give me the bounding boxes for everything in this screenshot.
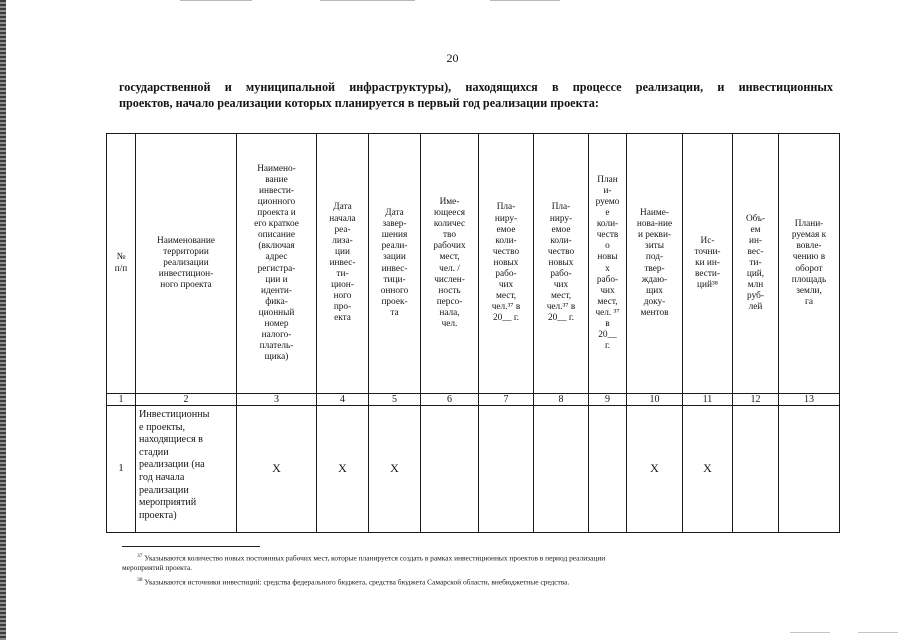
table-row: [107, 406, 840, 533]
mark-cell: X: [369, 406, 421, 533]
scan-edge: [0, 0, 6, 640]
intro-paragraph: [119, 79, 833, 111]
empty-cell: [589, 406, 627, 533]
header-cell: Дата начала реа- лиза- ции инвес- ти- цион- ного про- екта: [317, 134, 369, 394]
column-number-cell: 9: [589, 394, 627, 406]
empty-cell: [421, 406, 479, 533]
mark-cell: X: [237, 406, 317, 533]
footnote-37-mark: 37: [137, 553, 143, 559]
territory-cell: Инвестиционны е проекты, находящиеся в стадии реализации (на год начала реализации мероприятий проекта): [136, 406, 237, 533]
column-number-row: [107, 394, 840, 406]
footnote-37: [122, 551, 834, 573]
column-number-cell: 12: [733, 394, 779, 406]
scan-mark: [180, 0, 252, 1]
header-cell: Наимено- вание инвести- ционного проекта и его краткое описание (включая адрес регистра- ции и иденти- фика- ционный номер налого- платель- щика): [237, 134, 317, 394]
mark-cell: X: [683, 406, 733, 533]
header-cell: План и- руемо е коли- честв о новы х рабо- чих мест, чел. ³⁷ в 20__ г.: [589, 134, 627, 394]
column-number-cell: 6: [421, 394, 479, 406]
column-number-cell: 13: [779, 394, 840, 406]
column-number-cell: 1: [107, 394, 136, 406]
scan-mark: [320, 0, 415, 1]
empty-cell: [534, 406, 589, 533]
column-number-cell: 8: [534, 394, 589, 406]
scan-mark: [858, 632, 898, 633]
row-number-cell: 1: [107, 406, 136, 533]
header-cell: Дата завер- шения реали- зации инвес- тици- онного проек- та: [369, 134, 421, 394]
column-number-cell: 7: [479, 394, 534, 406]
investment-projects-table: [106, 133, 840, 533]
header-cell: Плани- руемая к вовле- чению в оборот площадь земли, га: [779, 134, 840, 394]
header-cell: Ис- точни- ки ин- вести- ций³⁸: [683, 134, 733, 394]
header-cell: Пла- ниру- емое коли- чество новых рабо- чих мест, чел.³⁷ в 20__ г.: [479, 134, 534, 394]
mark-cell: X: [317, 406, 369, 533]
empty-cell: [733, 406, 779, 533]
header-cell: Пла- ниру- емое коли- чество новых рабо- чих мест, чел.³⁷ в 20__ г.: [534, 134, 589, 394]
page-number: 20: [446, 51, 459, 65]
scan-mark: [790, 632, 830, 633]
footnote-separator: [122, 546, 260, 547]
footnote-38-line: [122, 575, 834, 587]
intro-line-2: проектов, начало реализации которых планируется в первый год реализации проекта:: [119, 96, 599, 110]
column-number-cell: 5: [369, 394, 421, 406]
header-cell: Наиме- нова-ние и рекви- зиты под- твер- ждаю- щих доку- ментов: [627, 134, 683, 394]
header-cell: Объ- ем ин- вес- ти- ций, млн руб- лей: [733, 134, 779, 394]
footnote-38-text: Указываются источники инвестиций: средства федерального бюджета, средства бюджета Самарской области, внебюджетные средства.: [144, 577, 570, 587]
footnote-38-mark: 38: [137, 577, 143, 583]
header-cell: № п/п: [107, 134, 136, 394]
column-number-cell: 10: [627, 394, 683, 406]
intro-line-1: государственной и муниципальной инфраструктуры), находящихся в процессе реализации, и инвестиционных: [119, 80, 833, 94]
header-cell: Име- ющееся количес тво рабочих мест, чел. / числен- ность персо- нала, чел.: [421, 134, 479, 394]
header-cell: Наименование территории реализации инвестицион- ного проекта: [136, 134, 237, 394]
empty-cell: [479, 406, 534, 533]
column-number-cell: 3: [237, 394, 317, 406]
footnote-37-line-1: [122, 551, 834, 563]
footnote-38: [122, 575, 834, 587]
mark-cell: X: [627, 406, 683, 533]
column-number-cell: 4: [317, 394, 369, 406]
footnote-37-line-2: мероприятий проекта.: [122, 563, 192, 573]
header-row: [107, 134, 840, 394]
column-number-cell: 2: [136, 394, 237, 406]
empty-cell: [779, 406, 840, 533]
footnote-37-text: Указываются количество новых постоянных рабочих мест, которые планируется создать в рамках инвестиционных проектов в период реализации: [144, 553, 606, 563]
scan-mark: [490, 0, 560, 1]
column-number-cell: 11: [683, 394, 733, 406]
